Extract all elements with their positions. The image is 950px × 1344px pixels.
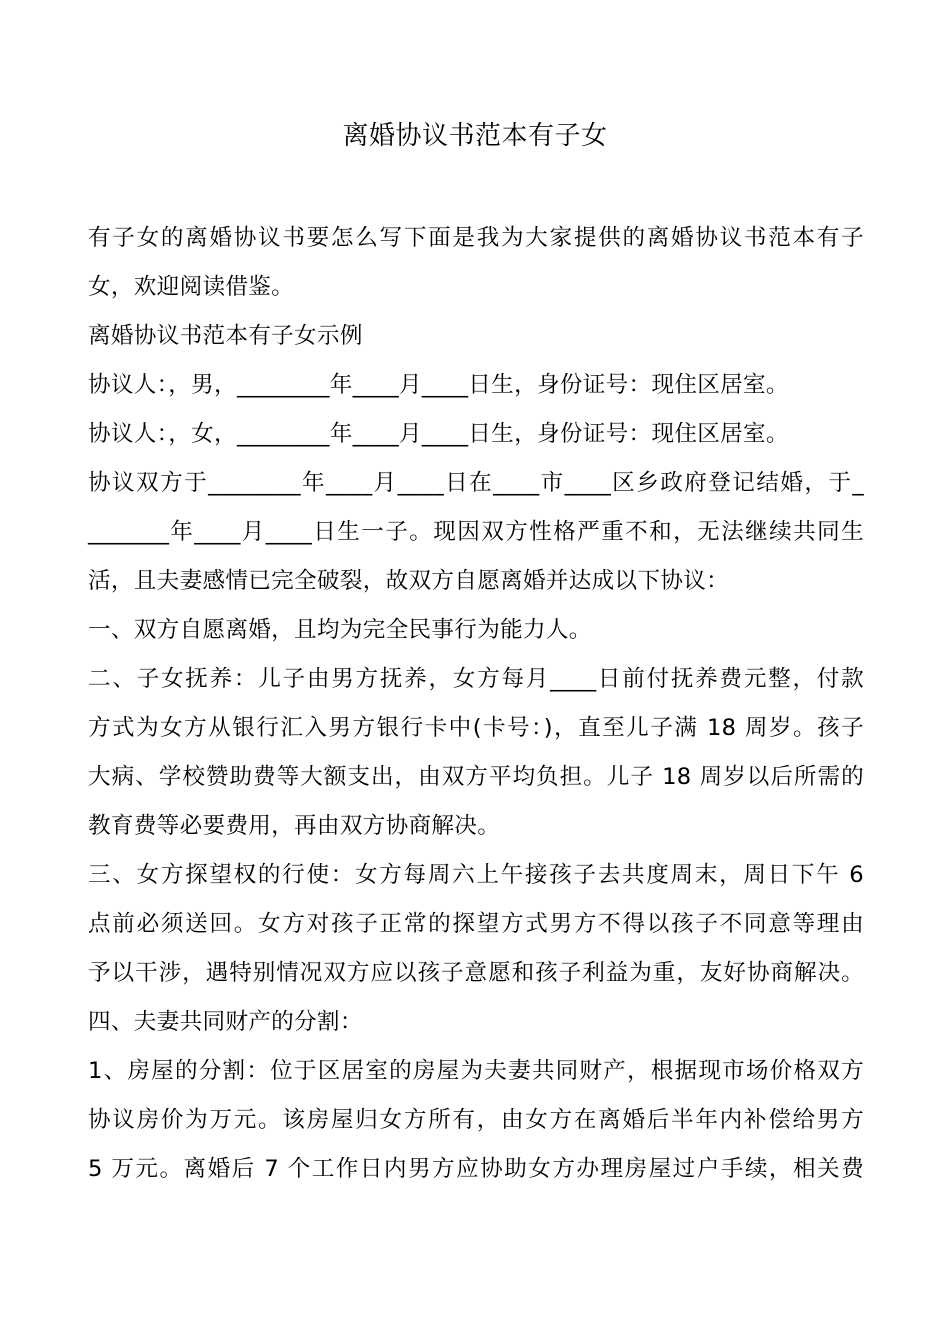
paragraph-line: 1、房屋的分割：位于区居室的房屋为夫妻共同财产，根据现市场价格双方: [88, 1058, 864, 1084]
paragraph-line: 大病、学校赞助费等大额支出，由双方平均负担。儿子 18 周岁以后所需的: [88, 764, 864, 790]
paragraph-line: 离婚协议书范本有子女示例: [88, 323, 363, 349]
document-title: 离婚协议书范本有子女: [342, 121, 608, 151]
paragraph-line: 方式为女方从银行汇入男方银行卡中(卡号：)，直至儿子满 18 周岁。孩子: [88, 715, 864, 741]
paragraph-line: 协议人：，男，________年____月____日生，身份证号：现住区居室。: [88, 372, 789, 398]
paragraph-line: 三、女方探望权的行使：女方每周六上午接孩子去共度周末，周日下午 6: [88, 862, 864, 888]
paragraph-line: 一、双方自愿离婚，且均为完全民事行为能力人。: [88, 617, 592, 643]
paragraph-line: 活，且夫妻感情已完全破裂，故双方自愿离婚并达成以下协议：: [88, 568, 730, 594]
paragraph-line: 协议房价为万元。该房屋归女方所有，由女方在离婚后半年内补偿给男方: [88, 1107, 864, 1133]
paragraph-line: 二、子女抚养：儿子由男方抚养，女方每月____日前付抚养费元整，付款: [88, 666, 864, 692]
document-body: [88, 214, 864, 1194]
paragraph-line: 点前必须送回。女方对孩子正常的探望方式男方不得以孩子不同意等理由: [88, 911, 864, 937]
paragraph-line: 予以干涉，遇特别情况双方应以孩子意愿和孩子利益为重，友好协商解决。: [88, 960, 864, 986]
paragraph-line: _______年____月____日生一子。现因双方性格严重不和，无法继续共同生: [88, 519, 864, 545]
paragraph-line: 5 万元。离婚后 7 个工作日内男方应协助女方办理房屋过户手续，相关费: [88, 1156, 864, 1182]
paragraph-line: 教育费等必要费用，再由双方协商解决。: [88, 813, 501, 839]
paragraph-line: 女，欢迎阅读借鉴。: [88, 274, 295, 300]
paragraph-line: 有子女的离婚协议书要怎么写下面是我为大家提供的离婚协议书范本有子: [88, 225, 864, 251]
paragraph-line: 协议人：，女，________年____月____日生，身份证号：现住区居室。: [88, 421, 789, 447]
paragraph-line: 协议双方于________年____月____日在____市____区乡政府登记结婚，于_: [88, 470, 864, 496]
paragraph-line: 四、夫妻共同财产的分割：: [88, 1009, 363, 1035]
